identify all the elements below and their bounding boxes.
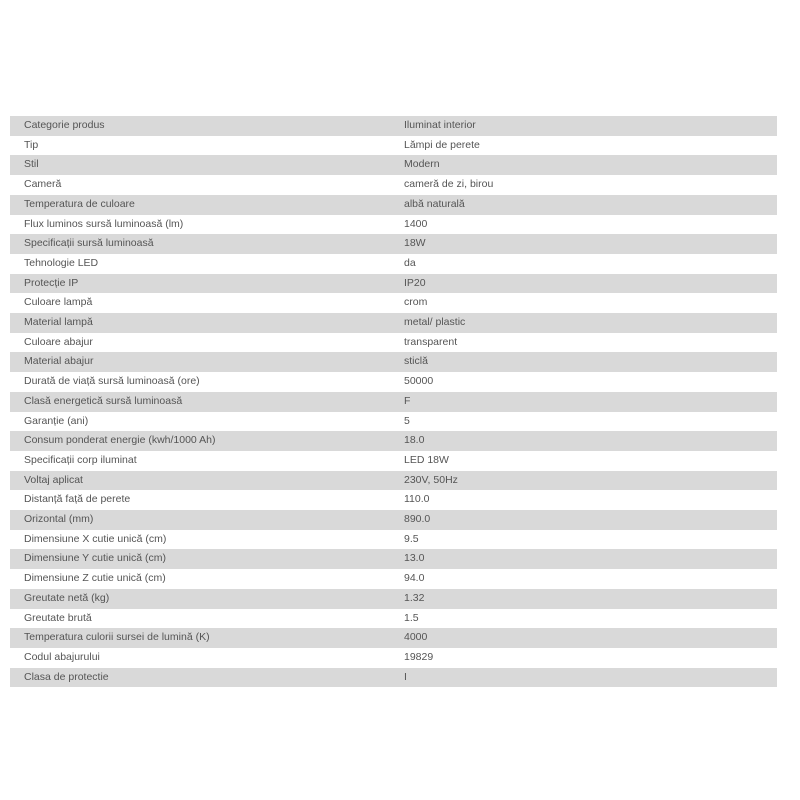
spec-row (10, 254, 777, 274)
spec-row (10, 490, 777, 510)
spec-row (10, 116, 777, 136)
spec-row (10, 392, 777, 412)
spec-label: Culoare lampă (24, 296, 93, 309)
spec-label: Clasa de protectie (24, 670, 109, 683)
spec-row (10, 313, 777, 333)
spec-row (10, 431, 777, 451)
spec-label: Consum ponderat energie (kwh/1000 Ah) (24, 434, 216, 447)
spec-value: 19829 (404, 650, 434, 663)
spec-row (10, 668, 777, 688)
spec-label: Specificații corp iluminat (24, 453, 137, 466)
product-specs-body (10, 116, 777, 687)
spec-value: IP20 (404, 276, 426, 289)
spec-row (10, 372, 777, 392)
spec-label: Dimensiune X cutie unică (cm) (24, 532, 167, 545)
spec-value: 110.0 (404, 493, 430, 506)
spec-value: 1400 (404, 217, 428, 230)
spec-row (10, 215, 777, 235)
spec-row (10, 530, 777, 550)
spec-value: cameră de zi, birou (404, 178, 494, 191)
spec-label: Stil (24, 158, 39, 171)
spec-value: Lămpi de perete (404, 138, 480, 151)
spec-label: Distanță față de perete (24, 493, 131, 506)
spec-value: 1.5 (404, 611, 419, 624)
spec-label: Temperatura culorii sursei de lumină (K) (24, 631, 210, 644)
spec-label: Temperatura de culoare (24, 197, 135, 210)
spec-label: Protecție IP (24, 276, 79, 289)
spec-value: da (404, 256, 416, 269)
spec-value: sticlă (404, 355, 428, 368)
spec-row (10, 569, 777, 589)
product-specs-table (10, 116, 777, 687)
spec-row (10, 471, 777, 491)
spec-label: Orizontal (mm) (24, 513, 94, 526)
spec-value: crom (404, 296, 428, 309)
spec-label: Culoare abajur (24, 335, 93, 348)
spec-value: 4000 (404, 631, 428, 644)
spec-value: transparent (404, 335, 458, 348)
spec-row (10, 549, 777, 569)
spec-value: 1.32 (404, 591, 425, 604)
spec-row (10, 648, 777, 668)
spec-row (10, 451, 777, 471)
spec-value: albă naturală (404, 197, 465, 210)
spec-row (10, 136, 777, 156)
spec-label: Greutate netă (kg) (24, 591, 110, 604)
spec-label: Clasă energetică sursă luminoasă (24, 394, 183, 407)
spec-row (10, 175, 777, 195)
spec-label: Categorie produs (24, 119, 105, 131)
spec-label: Material lampă (24, 316, 93, 329)
spec-label: Garanție (ani) (24, 414, 89, 427)
spec-label: Cameră (24, 178, 62, 191)
spec-value: 18W (404, 237, 426, 250)
spec-value: I (404, 670, 407, 683)
spec-value: 94.0 (404, 572, 425, 585)
spec-value: F (404, 394, 411, 407)
spec-value: 230V, 50Hz (404, 473, 458, 486)
spec-value: 13.0 (404, 552, 425, 565)
spec-row (10, 609, 777, 629)
spec-row (10, 589, 777, 609)
spec-row (10, 155, 777, 175)
spec-label: Greutate brută (24, 611, 92, 624)
spec-label: Durată de viață sursă luminoasă (ore) (24, 375, 200, 388)
spec-label: Tehnologie LED (24, 256, 99, 269)
spec-label: Dimensiune Z cutie unică (cm) (24, 572, 166, 585)
spec-row (10, 274, 777, 294)
spec-value: Iluminat interior (404, 119, 476, 131)
spec-value: LED 18W (404, 453, 449, 466)
spec-value: 50000 (404, 375, 434, 388)
spec-row (10, 333, 777, 353)
spec-label: Dimensiune Y cutie unică (cm) (24, 552, 167, 565)
spec-label: Codul abajurului (24, 650, 100, 663)
spec-label: Voltaj aplicat (24, 473, 83, 486)
spec-row (10, 352, 777, 372)
spec-label: Specificații sursă luminoasă (24, 237, 154, 250)
spec-value: metal/ plastic (404, 316, 466, 329)
spec-row (10, 293, 777, 313)
spec-value: 18.0 (404, 434, 425, 447)
spec-value: Modern (404, 158, 440, 171)
spec-label: Tip (24, 138, 39, 151)
spec-label: Flux luminos sursă luminoasă (lm) (24, 217, 184, 230)
spec-row (10, 628, 777, 648)
spec-label: Material abajur (24, 355, 94, 368)
spec-value: 890.0 (404, 513, 431, 526)
spec-row (10, 412, 777, 432)
spec-row (10, 510, 777, 530)
spec-value: 5 (404, 414, 410, 427)
spec-row (10, 195, 777, 215)
spec-value: 9.5 (404, 532, 419, 545)
spec-row (10, 234, 777, 254)
